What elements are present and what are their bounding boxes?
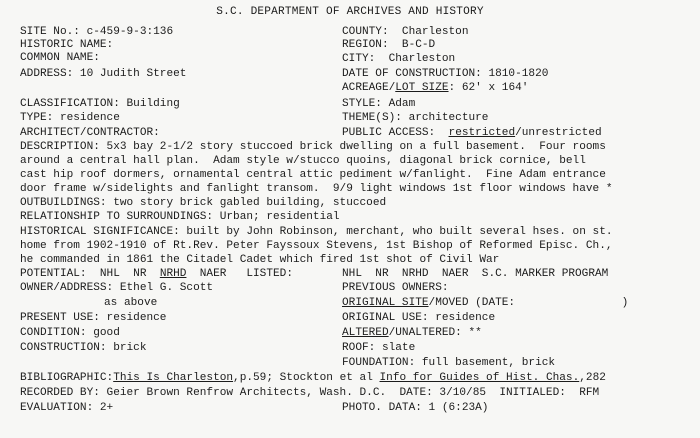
previous-owners: PREVIOUS OWNERS: [342,282,449,294]
style: STYLE: Adam [342,98,416,110]
recorded-by: RECORDED BY: Geier Brown Renfrow Architects, Wash. D.C. DATE: 3/10/85 INITIALED: RFM [20,387,600,399]
photo-data: PHOTO. DATA: 1 (6:23A) [342,402,489,414]
public-access-label: PUBLIC ACCESS: [342,127,449,139]
public-access [342,127,602,140]
moved-date: /MOVED (DATE: ) [428,297,629,309]
historic-name: HISTORIC NAME: [20,39,114,51]
historical-significance-line: HISTORICAL SIGNIFICANCE: built by John Robinson, merchant, who built several hses. on st. [20,226,613,238]
type: TYPE: residence [20,112,120,124]
owner-address-line-2: as above [104,297,158,309]
original-use: ORIGINAL USE: residence [342,312,496,324]
altered [342,327,482,340]
public-access-restricted: restricted [448,127,516,139]
themes: THEME(S): architecture [342,112,489,124]
common-name: COMMON NAME: [20,52,100,64]
owner-address: OWNER/ADDRESS: Ethel G. Scott [20,282,214,294]
foundation: FOUNDATION: full basement, brick [342,357,556,369]
listed-label: NAER LISTED: [186,268,293,280]
description-line: around a central hall plan. Adam style w/stucco quoins, diagonal brick cornice, bell [20,155,586,167]
bibliographic [20,372,606,385]
outbuildings: OUTBUILDINGS: two story brick gabled building, stuccoed [20,197,387,209]
altered-label: ALTERED [342,327,389,339]
lot-size-value: : 62' x 164' [448,82,529,94]
roof: ROOF: slate [342,342,416,354]
bibliographic-label: BIBLIOGRAPHIC: [20,372,114,384]
bibliographic-book: This Is Charleston [113,372,234,384]
present-use: PRESENT USE: residence [20,312,167,324]
bibliographic-page: ,282 [579,372,606,384]
original-site [342,297,628,310]
county: COUNTY: Charleston [342,26,469,38]
potential-label: POTENTIAL: NHL NR [20,268,160,280]
description-line: cast hip roof dormers, ornamental central attic pediment w/fanlight. Fine Adam entrance [20,169,606,181]
historical-significance-line: he commanded in 1861 the Citadel Cadet which fired 1st shot of Civil War [20,254,500,266]
architect-contractor: ARCHITECT/CONTRACTOR: [20,127,160,139]
evaluation: EVALUATION: 2+ [20,402,114,414]
construction: CONSTRUCTION: brick [20,342,147,354]
listed-options: NHL NR NRHD NAER S.C. MARKER PROGRAM [342,268,609,280]
public-access-unrestricted: /unrestricted [515,127,602,139]
description-line: door frame w/sidelights and fanlight transom. 9/9 light windows 1st floor windows have * [20,183,613,195]
date-of-construction: DATE OF CONSTRUCTION: 1810-1820 [342,68,549,80]
bibliographic-guide: Info for Guides of Hist. Chas. [379,372,580,384]
city: CITY: Charleston [342,53,456,65]
lot-size-label: LOT SIZE [395,82,449,94]
site-number: SITE No.: c-459-9-3:136 [20,26,174,38]
description-line: DESCRIPTION: 5x3 bay 2-1/2 story stuccoed brick dwelling on a full basement. Four rooms [20,141,606,153]
acreage-label: ACREAGE/ [342,82,396,94]
bibliographic-middle: ,p.59; Stockton et al [233,372,380,384]
historical-significance-line: home from 1902-1910 of Rt.Rev. Peter Fayssoux Stevens, 1st Bishop of Reformed Episc. Ch., [20,240,613,252]
region: REGION: B-C-D [342,39,436,51]
original-site-label: ORIGINAL SITE [342,297,429,309]
page-title: S.C. DEPARTMENT OF ARCHIVES AND HISTORY [216,6,484,18]
relationship-to-surroundings: RELATIONSHIP TO SURROUNDINGS: Urban; residential [20,211,340,223]
acreage-lot-size [342,82,528,95]
condition: CONDITION: good [20,327,120,339]
potential [20,268,293,281]
potential-nrhd: NRHD [159,268,187,280]
unaltered-label: /UNALTERED: ** [388,327,482,339]
address: ADDRESS: 10 Judith Street [20,68,187,80]
classification: CLASSIFICATION: Building [20,98,180,110]
